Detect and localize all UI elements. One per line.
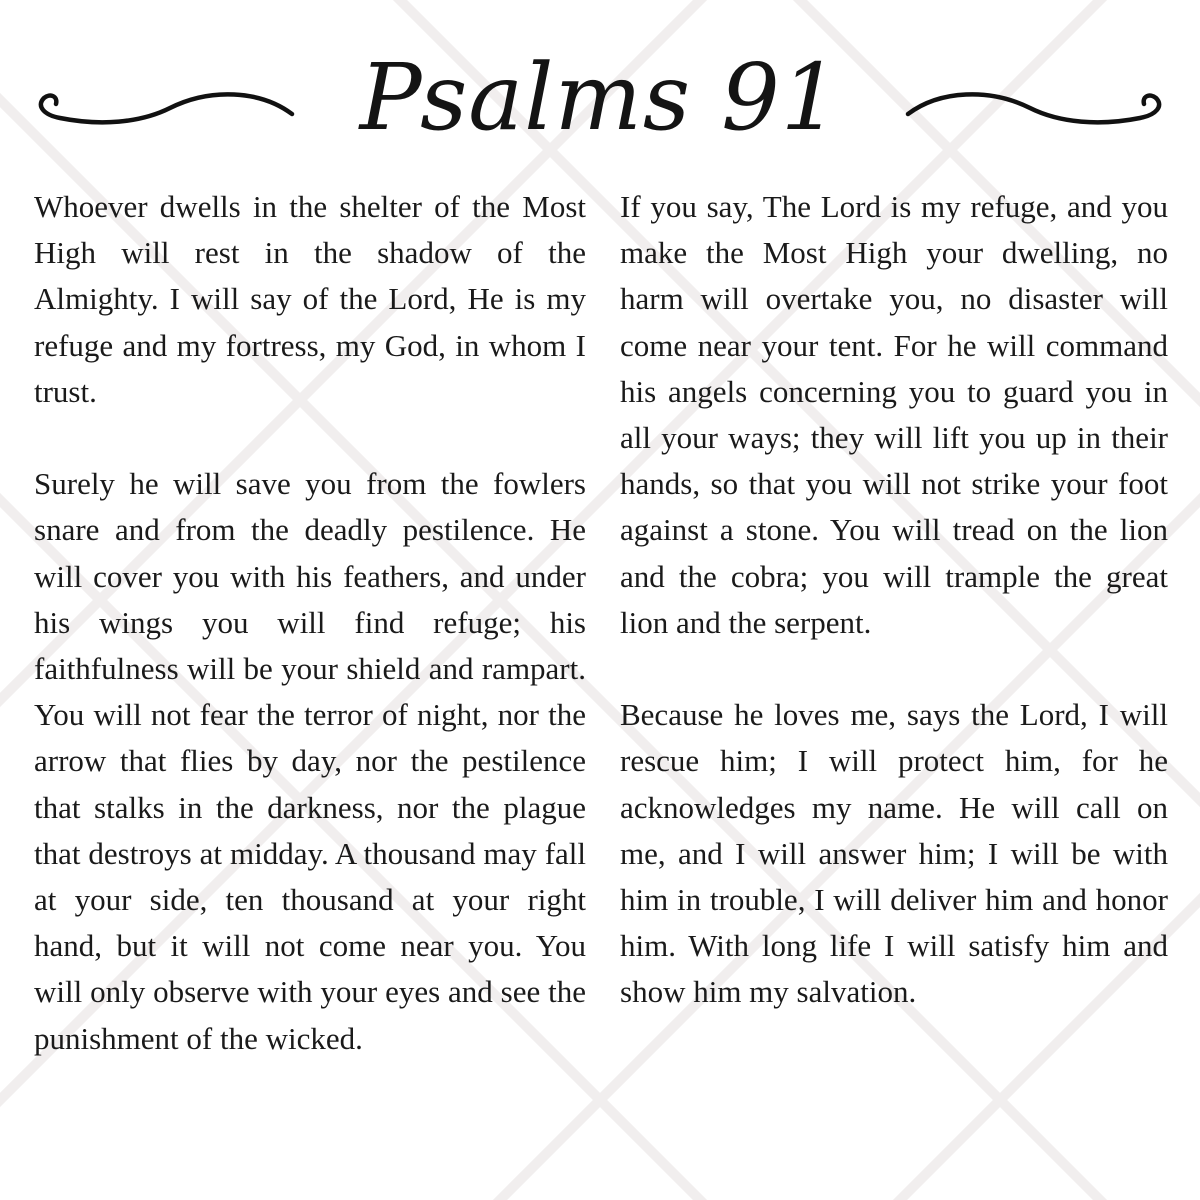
right-column xyxy=(620,184,1168,1062)
paragraph: Whoever dwells in the shelter of the Most High will rest in the shadow of the Almighty. I will say of the Lord, He is my refuge and my fortress, my God, in whom I trust. xyxy=(34,189,586,409)
right-flourish-icon xyxy=(900,82,1170,142)
paragraph: Surely he will save you from the fowlers snare and from the deadly pestilence. He will cover you with his feathers, and under his wings you will find refuge; his faithfulness will be your shield and rampart. You will not fear the terror of night, nor the arrow that flies by day, nor the pestilence that stalks in the darkness, nor the plague that destroys at midday. A thousand may fall at your side, ten thousand at your right hand, but it will not come near you. You will only observe with your eyes and see the punishment of the wicked. xyxy=(34,466,586,1056)
left-column xyxy=(34,184,586,1108)
title-row xyxy=(0,30,1200,170)
page-title: Psalms 91 xyxy=(359,44,841,151)
paragraph: Because he loves me, says the Lord, I will rescue him; I will protect him, for he acknowledges my name. He will call on me, and I will answer him; I will be with him in trouble, I will deliver him and honor him. With long life I will satisfy him and show him my salvation. xyxy=(620,697,1168,1010)
paragraph: If you say, The Lord is my refuge, and you make the Most High your dwelling, no harm will overtake you, no disaster will come near your tent. For he will command his angels concerning you to guard you in all your ways; they will lift you up in their hands, so that you will not strike your foot against a stone. You will tread on the lion and the cobra; you will trample the great lion and the serpent. xyxy=(620,189,1168,640)
